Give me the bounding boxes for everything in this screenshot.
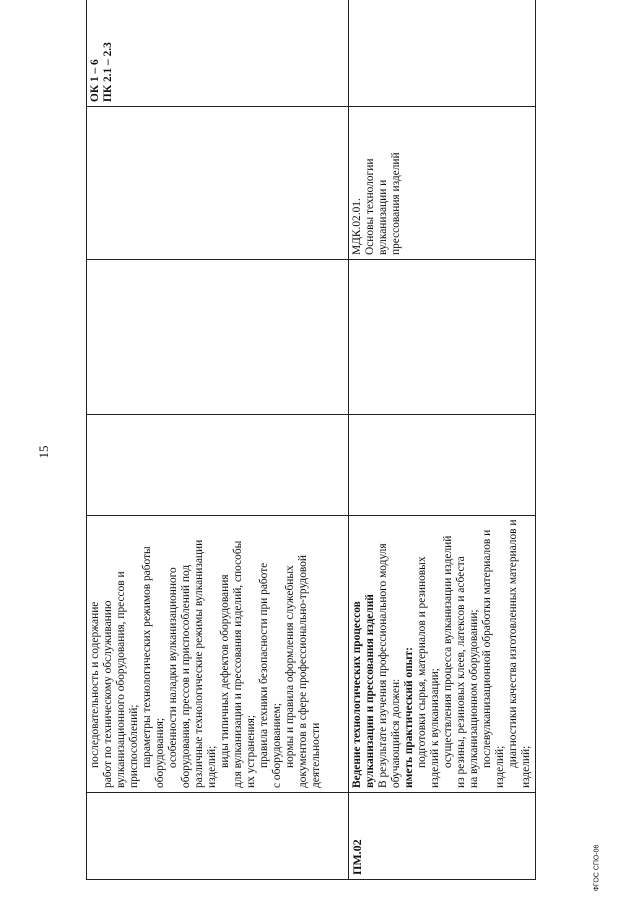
mdk-line: Основы технологии bbox=[364, 158, 376, 255]
practice-line: диагностики качества изготовленных материалов и bbox=[507, 519, 519, 768]
practice-label: иметь практический опыт: bbox=[403, 647, 415, 788]
practice-line: осуществления процесса вулканизации изделий bbox=[442, 535, 454, 768]
knowledge-line: приспособлений; bbox=[128, 704, 140, 788]
practice-line: изделий к вулканизации; bbox=[429, 668, 441, 788]
knowledge-line: правила техники безопасности при работе bbox=[258, 562, 270, 768]
mdk-line: прессования изделий bbox=[390, 152, 402, 255]
module-code: ПМ.02 bbox=[350, 839, 364, 875]
practice-line: на вулканизационном оборудовании; bbox=[468, 609, 480, 788]
practice-line: изделий; bbox=[520, 745, 532, 788]
knowledge-line: изделий; bbox=[206, 745, 218, 788]
table-row bbox=[349, 0, 536, 880]
hours-cell-empty bbox=[349, 260, 536, 415]
mdk-cell bbox=[349, 107, 536, 260]
knowledge-line: работ по техническому обслуживанию bbox=[102, 600, 114, 788]
code-cell-empty bbox=[87, 793, 349, 880]
intro-line: В результате изучения профессионального модуля bbox=[377, 543, 389, 788]
knowledge-line: деятельности bbox=[310, 722, 322, 788]
hours-cell-empty bbox=[87, 415, 349, 516]
mdk-line: вулканизации и bbox=[377, 179, 389, 255]
page-number: 15 bbox=[36, 445, 51, 459]
competence-pk: ПК 2.1 – 2.3 bbox=[102, 42, 114, 102]
knowledge-line: оборудования; bbox=[154, 717, 166, 788]
knowledge-line: с оборудованием; bbox=[271, 702, 283, 788]
knowledge-line: документов в сфере профессионально-трудовой bbox=[297, 554, 309, 788]
knowledge-line: вулканизационного оборудования, прессов и bbox=[115, 571, 127, 788]
competence-ok: ОК 1 – 6 bbox=[89, 59, 101, 102]
hours-cell-empty bbox=[349, 415, 536, 516]
practice-line: послевулканизационной обработки материалов и bbox=[481, 529, 493, 768]
competences-cell-empty bbox=[349, 0, 536, 107]
module-description-cell bbox=[349, 516, 536, 793]
knowledge-line: оборудования, прессов и приспособлений под bbox=[180, 564, 192, 788]
mdk-cell-empty bbox=[87, 107, 349, 260]
knowledge-line: особенности наладки вулканизационного bbox=[167, 567, 179, 768]
knowledge-line: различные технологические режимы вулканизации bbox=[193, 539, 205, 788]
practice-line: подготовки сырья, материалов и резиновых bbox=[416, 556, 428, 768]
module-title-line: вулканизации и прессования изделий bbox=[364, 594, 376, 788]
intro-line: обучающийся должен: bbox=[390, 678, 402, 788]
practice-line: изделий; bbox=[494, 745, 506, 788]
practice-line: из резины, резиновых клеев, латексов и асбеста bbox=[455, 556, 467, 788]
mdk-line: МДК.02.01. bbox=[351, 198, 363, 255]
knowledge-cell bbox=[87, 516, 349, 793]
knowledge-line: нормы и правила оформления служебных bbox=[284, 565, 296, 768]
knowledge-line: виды типичных дефектов оборудования bbox=[219, 574, 231, 768]
table-row bbox=[87, 0, 349, 880]
knowledge-line: для вулканизации и прессования изделий, способы bbox=[232, 540, 244, 788]
knowledge-line: последовательность и содержание bbox=[89, 601, 101, 768]
curriculum-table bbox=[86, 0, 536, 880]
curriculum-table-wrapper bbox=[86, 10, 532, 880]
module-title-line: Ведение технологических процессов bbox=[351, 601, 363, 788]
footer-code: ФГОС СПО-06 bbox=[593, 844, 601, 892]
knowledge-line: параметры технологических режимов работы bbox=[141, 546, 153, 768]
knowledge-line: их устранения; bbox=[245, 714, 257, 788]
hours-cell-empty bbox=[87, 260, 349, 415]
competences-cell bbox=[87, 0, 349, 107]
code-cell bbox=[349, 793, 536, 880]
